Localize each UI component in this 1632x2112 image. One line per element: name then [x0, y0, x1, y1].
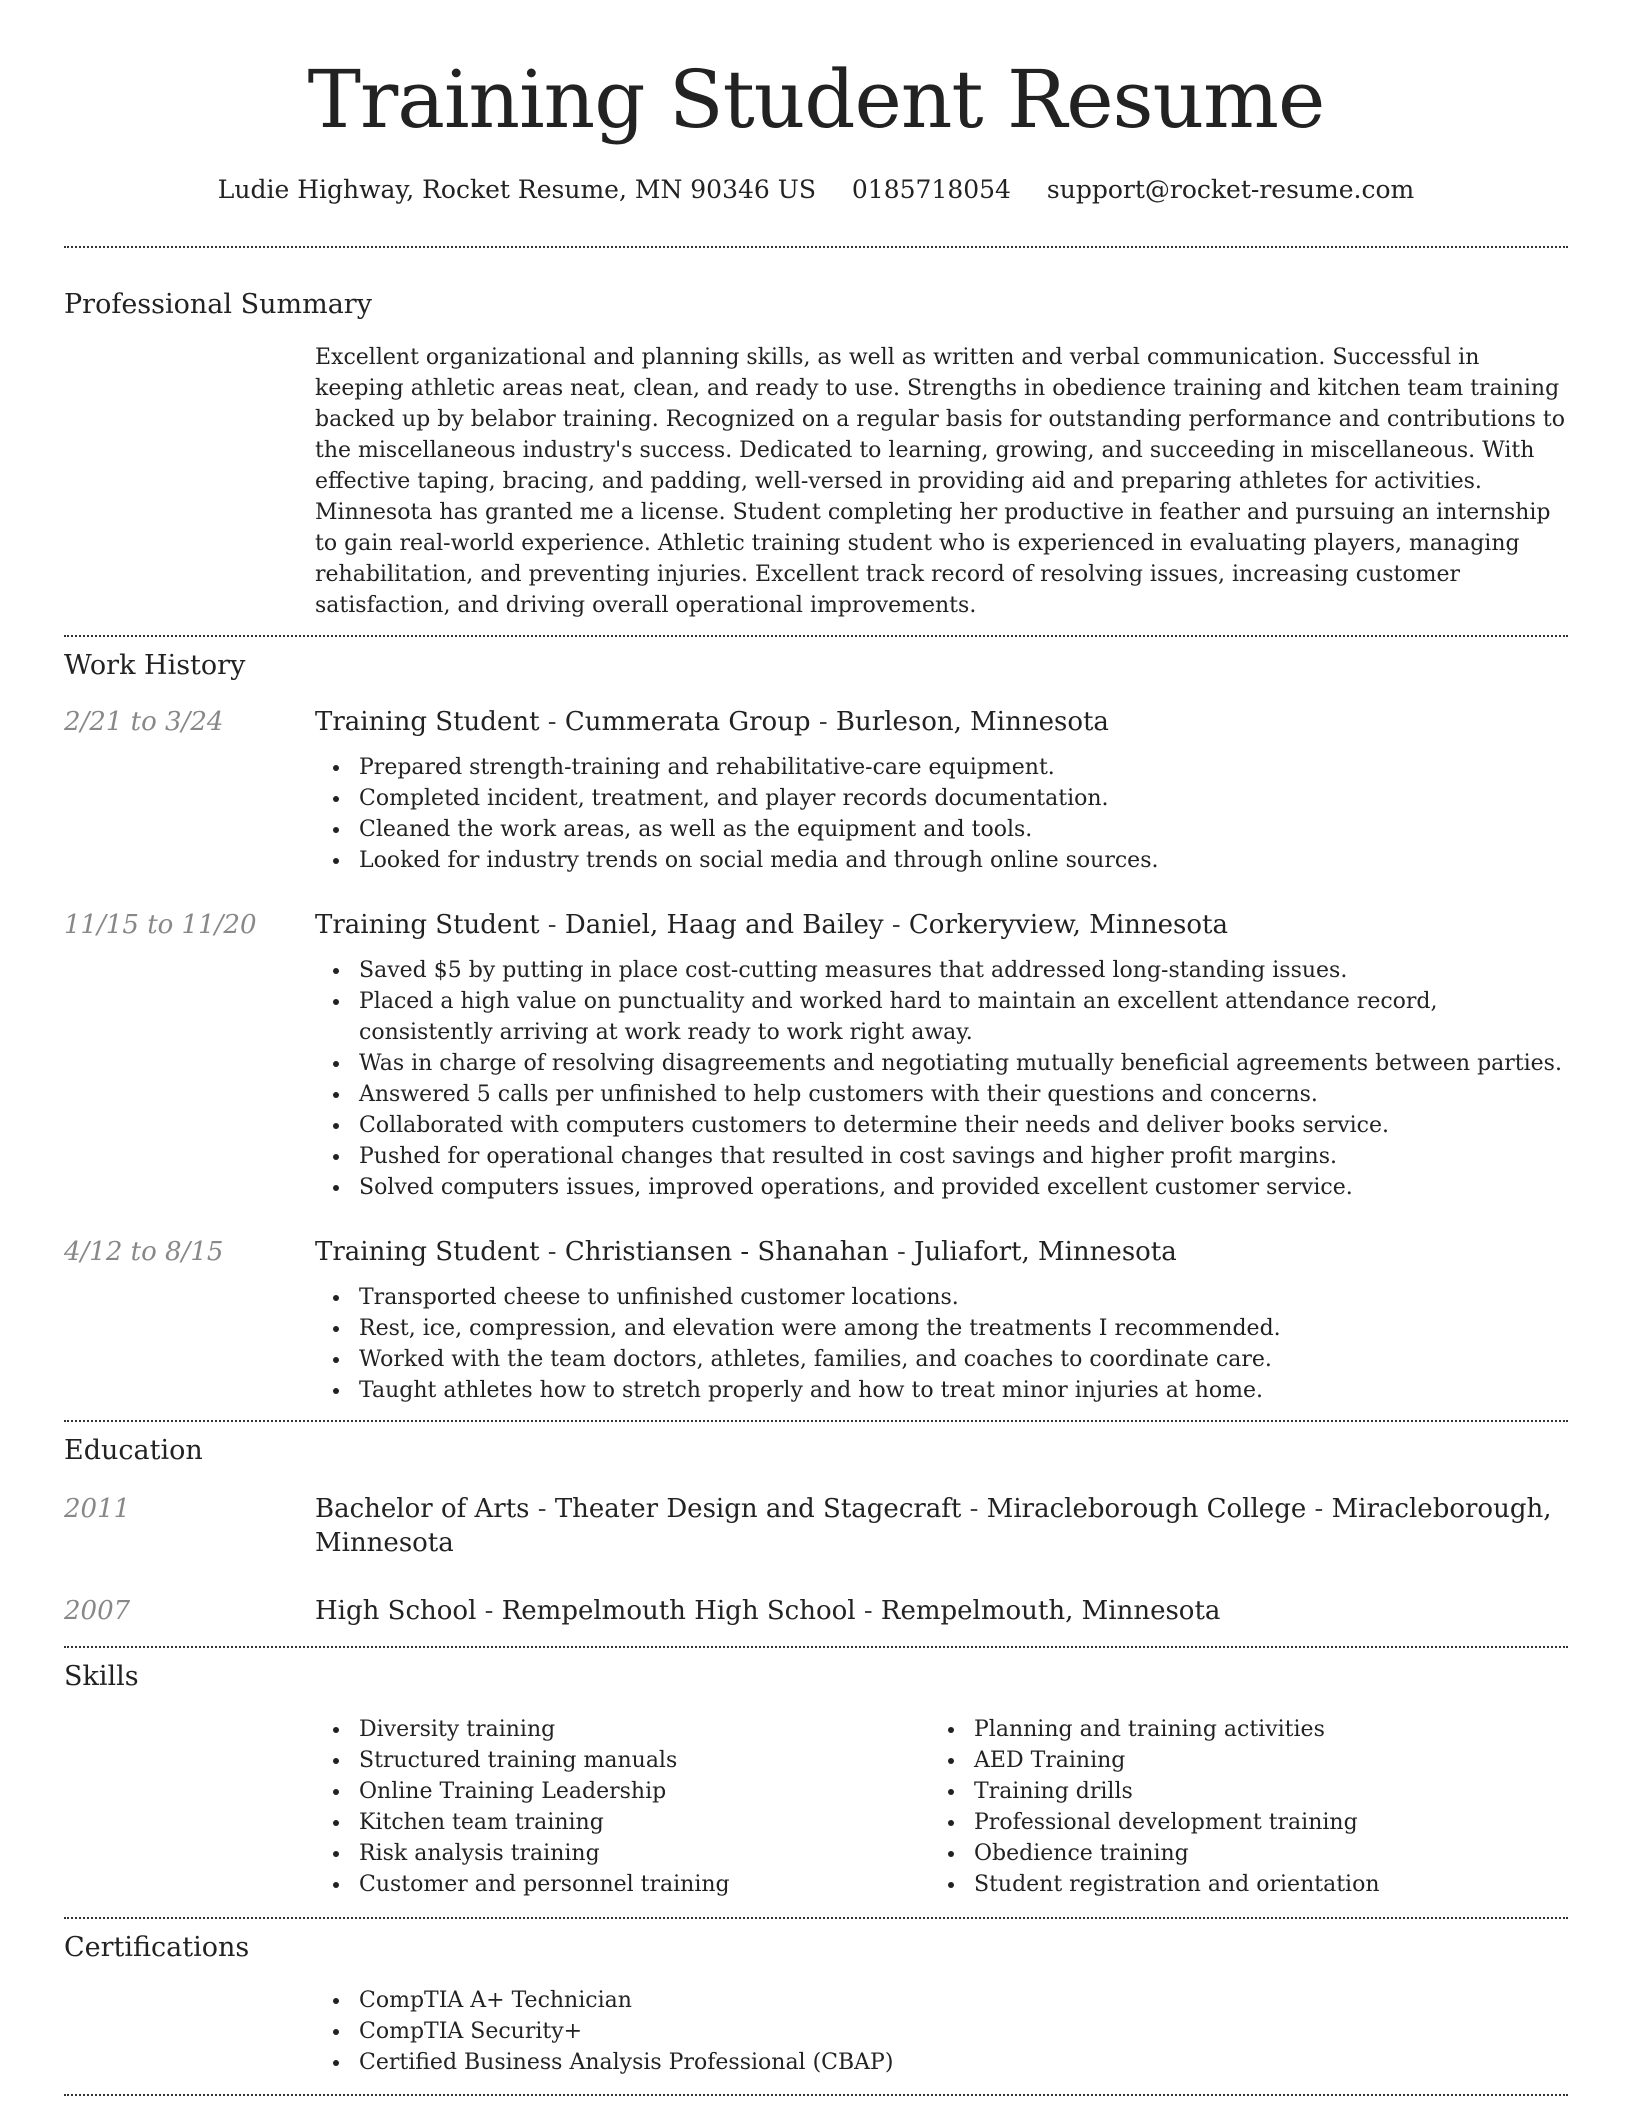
list-item: Training drills — [930, 1776, 1545, 1807]
list-item: Certified Business Analysis Professional (CBAP) — [315, 2047, 1568, 2078]
job-location: Burleson, Minnesota — [835, 707, 1109, 737]
education-location: Rempelmouth, Minnesota — [880, 1596, 1221, 1626]
list-item: Placed a high value on punctuality and worked hard to maintain an excellent attendance record, consistently arriving at work ready to work right away. — [315, 986, 1568, 1048]
divider — [64, 1420, 1568, 1422]
skills-list-right — [930, 1714, 1545, 1900]
job-title: Training Student — [315, 1237, 540, 1267]
education-degree: High School — [315, 1596, 477, 1626]
job-heading: Training Student - Christiansen - Shanahan - Juliafort, Minnesota — [315, 1237, 1177, 1267]
education-field: Theater Design and Stagecraft — [554, 1494, 962, 1524]
list-item: Risk analysis training — [315, 1838, 930, 1869]
section-title-work: Work History — [64, 650, 246, 681]
job-entry — [64, 705, 1568, 876]
list-item: Answered 5 calls per unfinished to help customers with their questions and concerns. — [315, 1079, 1568, 1110]
list-item: Rest, ice, compression, and elevation were among the treatments I recommended. — [315, 1313, 1568, 1344]
list-item: Transported cheese to unfinished customer locations. — [315, 1282, 1568, 1313]
list-item: Prepared strength-training and rehabilitative-care equipment. — [315, 752, 1568, 783]
section-title-summary: Professional Summary — [64, 289, 372, 320]
contact-address: Ludie Highway, Rocket Resume, MN 90346 US — [217, 175, 816, 204]
job-bullets — [315, 1282, 1568, 1406]
resume-page — [64, 0, 1568, 2096]
job-dates: 4/12 to 8/15 — [64, 1237, 224, 1267]
list-item: Was in charge of resolving disagreements and negotiating mutually beneficial agreements between parties. — [315, 1048, 1568, 1079]
section-title-education: Education — [64, 1435, 203, 1466]
divider — [64, 246, 1568, 248]
education-year: 2007 — [64, 1596, 131, 1626]
job-heading: Training Student - Daniel, Haag and Bailey - Corkeryview, Minnesota — [315, 910, 1228, 940]
education-entry — [64, 1594, 1568, 1628]
education-year: 2011 — [64, 1494, 131, 1524]
job-dates: 11/15 to 11/20 — [64, 910, 257, 940]
divider — [64, 2094, 1568, 2096]
job-entry — [64, 1235, 1568, 1406]
job-location: Corkeryview, Minnesota — [908, 910, 1228, 940]
job-title: Training Student — [315, 910, 540, 940]
list-item: Student registration and orientation — [930, 1869, 1545, 1900]
divider — [64, 1646, 1568, 1648]
list-item: Pushed for operational changes that resulted in cost savings and higher profit margins. — [315, 1141, 1568, 1172]
education-degree: Bachelor of Arts — [315, 1494, 530, 1524]
section-title-skills: Skills — [64, 1661, 139, 1692]
contact-email: support@rocket-resume.com — [1046, 175, 1415, 204]
job-entry — [64, 908, 1568, 1203]
education-heading: Bachelor of Arts - Theater Design and Stagecraft - Miracleborough College - Miracleborough, Minnesota — [315, 1494, 1552, 1558]
job-location: Juliafort, Minnesota — [914, 1237, 1177, 1267]
job-heading: Training Student - Cummerata Group - Burleson, Minnesota — [315, 707, 1109, 737]
education-heading: High School - Rempelmouth High School - Rempelmouth, Minnesota — [315, 1596, 1221, 1626]
list-item: CompTIA Security+ — [315, 2016, 1568, 2047]
job-company: Cummerata Group — [564, 707, 811, 737]
list-item: Saved $5 by putting in place cost-cutting measures that addressed long-standing issues. — [315, 955, 1568, 986]
list-item: Obedience training — [930, 1838, 1545, 1869]
list-item: Online Training Leadership — [315, 1776, 930, 1807]
list-item: Collaborated with computers customers to determine their needs and deliver books service. — [315, 1110, 1568, 1141]
list-item: Structured training manuals — [315, 1745, 930, 1776]
contact-line — [64, 174, 1568, 206]
education-location: Miracleborough, Minnesota — [315, 1494, 1552, 1558]
job-company: Christiansen - Shanahan — [564, 1237, 889, 1267]
list-item: Professional development training — [930, 1807, 1545, 1838]
list-item: Kitchen team training — [315, 1807, 930, 1838]
list-item: AED Training — [930, 1745, 1545, 1776]
certifications-list — [315, 1985, 1568, 2078]
job-title: Training Student — [315, 707, 540, 737]
list-item: Planning and training activities — [930, 1714, 1545, 1745]
education-school: Rempelmouth High School — [501, 1596, 856, 1626]
list-item: Solved computers issues, improved operations, and provided excellent customer service. — [315, 1172, 1568, 1203]
skills-list-left — [315, 1714, 930, 1900]
list-item: Worked with the team doctors, athletes, families, and coaches to coordinate care. — [315, 1344, 1568, 1375]
list-item: Taught athletes how to stretch properly and how to treat minor injuries at home. — [315, 1375, 1568, 1406]
resume-title: Training Student Resume — [307, 53, 1325, 146]
contact-phone: 0185718054 — [851, 175, 1011, 204]
list-item: Customer and personnel training — [315, 1869, 930, 1900]
job-company: Daniel, Haag and Bailey — [564, 910, 884, 940]
section-title-certifications: Certifications — [64, 1932, 250, 1963]
education-entry — [64, 1492, 1568, 1560]
summary-text: Excellent organizational and planning skills, as well as written and verbal communication. Successful in keeping athletic areas neat, clean, and ready to use. Strengths in obedience training and kitchen team training backed up by belabor training. Recognized on a regular basis for outstanding performance and contributions to the miscellaneous industry's success. Dedicated to learning, growing, and succeeding in miscellaneous. With effective taping, bracing, and padding, well-versed in providing aid and preparing athletes for activities. Minnesota has granted me a license. Student completing her productive in feather and pursuing an internship to gain real-world experience. Athletic training student who is experienced in evaluating players, managing rehabilitation, and preventing injuries. Excellent track record of resolving issues, increasing customer satisfaction, and driving overall operational improvements. — [315, 345, 1565, 618]
job-dates: 2/21 to 3/24 — [64, 707, 224, 737]
education-school: Miracleborough College — [986, 1494, 1307, 1524]
job-bullets — [315, 752, 1568, 876]
list-item: Diversity training — [315, 1714, 930, 1745]
list-item: Looked for industry trends on social media and through online sources. — [315, 845, 1568, 876]
divider — [64, 635, 1568, 637]
list-item: CompTIA A+ Technician — [315, 1985, 1568, 2016]
list-item: Completed incident, treatment, and player records documentation. — [315, 783, 1568, 814]
job-bullets — [315, 955, 1568, 1203]
divider — [64, 1917, 1568, 1919]
list-item: Cleaned the work areas, as well as the equipment and tools. — [315, 814, 1568, 845]
